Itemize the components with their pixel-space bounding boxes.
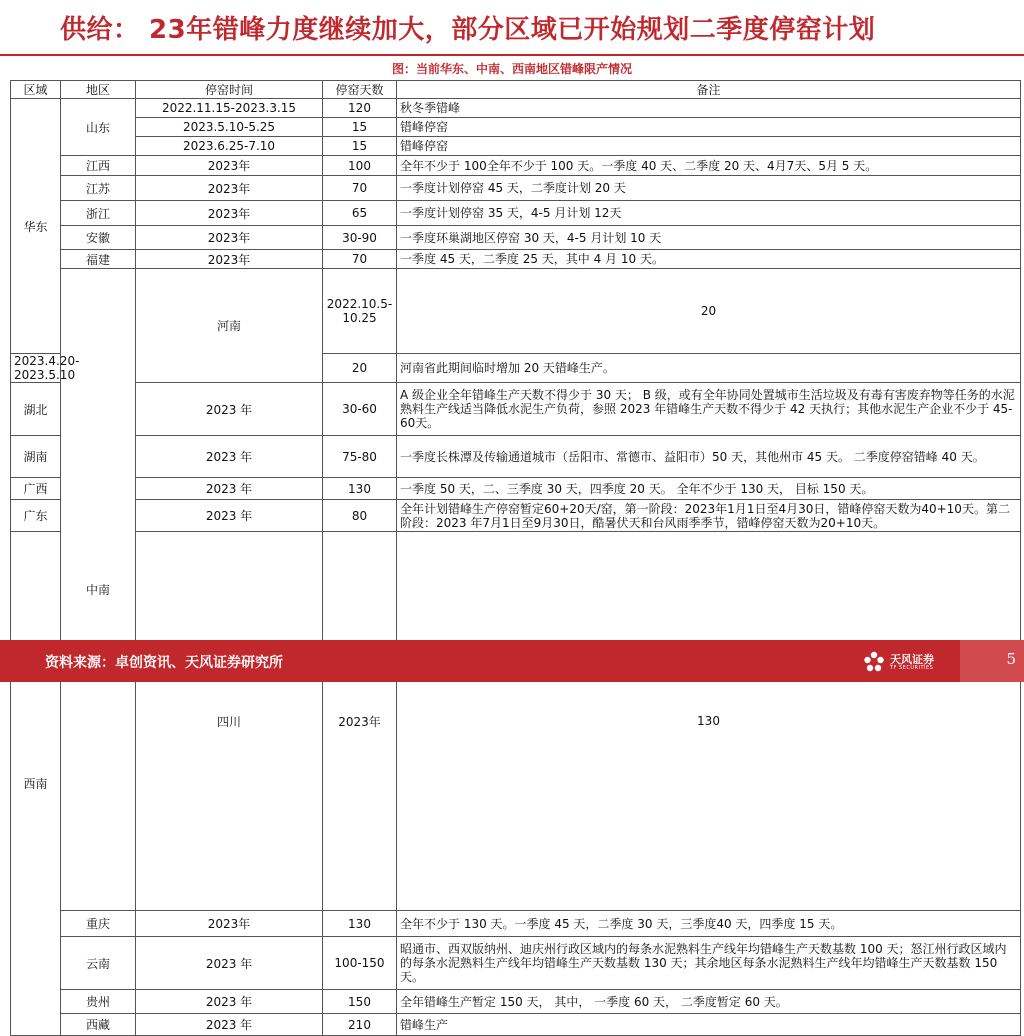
- table-row: [11, 1014, 1021, 1036]
- days-cell: 70: [323, 250, 397, 269]
- days-cell: 20: [323, 354, 397, 383]
- table-row: [11, 383, 1021, 436]
- curtailment-table: [10, 80, 1021, 1036]
- period-cell: 2023年: [323, 532, 397, 911]
- column-header-region: 区域: [11, 81, 61, 99]
- period-cell: 2023.6.25-7.10: [136, 137, 323, 156]
- table-row: [11, 990, 1021, 1014]
- table-row: [11, 269, 1021, 354]
- table-row: [11, 156, 1021, 176]
- days-cell: 130: [323, 478, 397, 500]
- page-title: 供给： 23年错峰力度继续加大，部分区域已开始规划二季度停窑计划: [60, 15, 876, 45]
- days-cell: 130: [397, 532, 1021, 911]
- period-cell: 2022.11.15-2023.3.15: [136, 99, 323, 118]
- region-cell: 中南: [61, 269, 136, 911]
- area-cell: 西藏: [61, 1014, 136, 1036]
- table-row: [11, 500, 1021, 532]
- table-header-row: [11, 81, 1021, 99]
- table-row: [11, 201, 1021, 226]
- days-cell: 30-60: [323, 383, 397, 436]
- table-row: [11, 176, 1021, 201]
- days-cell: 120: [323, 99, 397, 118]
- days-cell: 130: [323, 911, 397, 937]
- area-cell: 河南: [136, 269, 323, 383]
- area-cell: 广东: [11, 500, 61, 532]
- days-cell: 30-90: [323, 226, 397, 250]
- period-cell: 2023 年: [136, 990, 323, 1014]
- table-row: [11, 937, 1021, 990]
- note-cell: 一季度计划停窑 45 天，二季度计划 20 天: [397, 176, 1021, 201]
- note-cell: A 级企业全年错峰生产天数不得少于 30 天； B 级，或有全年协同处置城市生活垃圾及有毒有害废弃物等任务的水泥熟料生产线适当降低水泥生产负荷，参照 2023 年错峰生产天数不得少于 42 天执行；其他水泥生产企业不少于 45-60天。: [397, 383, 1021, 436]
- region-cell: 华东: [11, 99, 61, 354]
- note-cell: 一季度环巢湖地区停窑 30 天，4-5 月计划 10 天: [397, 226, 1021, 250]
- note-cell: 全年计划错峰生产停窑暂定60+20天/窑，第一阶段：2023年1月1日至4月30日，错峰停窑天数为40+10天。第二阶段：2023 年7月1日至9月30日，酷暑伏天和台风雨季季节，错峰停窑天数为20+10天。: [397, 500, 1021, 532]
- table-row: [11, 911, 1021, 937]
- page-number: 5: [1006, 650, 1016, 668]
- area-cell: 江苏: [61, 176, 136, 201]
- area-cell: 湖南: [11, 436, 61, 478]
- note-cell: 全年不少于 130 天。一季度 45 天，二季度 30 天，三季度40 天，四季度 15 天。: [397, 911, 1021, 937]
- column-header-area: 地区: [61, 81, 136, 99]
- days-cell: 100-150: [323, 937, 397, 990]
- period-cell: 2023年: [136, 156, 323, 176]
- period-cell: 2023年: [136, 226, 323, 250]
- period-cell: 2023年: [136, 201, 323, 226]
- area-cell: 安徽: [61, 226, 136, 250]
- days-cell: 75-80: [323, 436, 397, 478]
- area-cell: 重庆: [61, 911, 136, 937]
- note-cell: 错峰生产: [397, 1014, 1021, 1036]
- column-header-note: 备注: [397, 81, 1021, 99]
- area-cell: 贵州: [61, 990, 136, 1014]
- column-header-period: 停窑时间: [136, 81, 323, 99]
- table-row: [11, 226, 1021, 250]
- period-cell: 2023.4.20-2023.5.10: [11, 354, 61, 383]
- footer-bar: [0, 640, 1024, 682]
- days-cell: 150: [323, 990, 397, 1014]
- period-cell: 2023年: [136, 911, 323, 937]
- note-cell: 全年错峰生产暂定 150 天， 其中， 一季度 60 天， 二季度暂定 60 天。: [397, 990, 1021, 1014]
- note-cell: 秋冬季错峰: [397, 99, 1021, 118]
- days-cell: 20: [397, 269, 1021, 354]
- note-cell: 一季度 45 天，二季度 25 天，其中 4 月 10 天。: [397, 250, 1021, 269]
- days-cell: 70: [323, 176, 397, 201]
- days-cell: 210: [323, 1014, 397, 1036]
- note-cell: 昭通市、西双版纳州、迪庆州行政区域内的每条水泥熟料生产线年均错峰生产天数基数 100 天；怒江州行政区域内的每条水泥熟料生产线年均错峰生产天数基数 130 天；其余地区每条水泥熟料生产线年均错峰生产天数基数 150天。: [397, 937, 1021, 990]
- days-cell: 15: [323, 118, 397, 137]
- period-cell: 2023 年: [136, 478, 323, 500]
- note-cell: 一季度 50 天，二、三季度 30 天，四季度 20 天。 全年不少于 130 天， 目标 150 天。: [397, 478, 1021, 500]
- note-cell: 一季度计划停窑 35 天，4-5 月计划 12天: [397, 201, 1021, 226]
- flower-logo-icon: [862, 650, 886, 674]
- area-cell: 江西: [61, 156, 136, 176]
- period-cell: 2023年: [136, 176, 323, 201]
- logo-english-name: TF SECURITIES: [890, 665, 934, 671]
- days-cell: 15: [323, 137, 397, 156]
- table-row: [11, 137, 1021, 156]
- note-cell: 错峰停窑: [397, 137, 1021, 156]
- title-divider: [0, 54, 1024, 56]
- company-logo: [862, 648, 942, 676]
- note-cell: 一季度长株潭及传输通道城市（岳阳市、常德市、益阳市）50 天，其他州市 45 天。 二季度停窑错峰 40 天。: [397, 436, 1021, 478]
- area-cell: 湖北: [11, 383, 61, 436]
- period-cell: 2023 年: [136, 1014, 323, 1036]
- area-cell: 山东: [61, 99, 136, 156]
- days-cell: 65: [323, 201, 397, 226]
- table-row: [11, 478, 1021, 500]
- period-cell: 2023 年: [136, 383, 323, 436]
- note-cell: 全年不少于 100全年不少于 100 天。一季度 40 天、二季度 20 天、4月7天、5月 5 天。: [397, 156, 1021, 176]
- period-cell: 2023 年: [136, 500, 323, 532]
- note-cell: 错峰停窑: [397, 118, 1021, 137]
- period-cell: 2023年: [136, 250, 323, 269]
- period-cell: 2023 年: [136, 937, 323, 990]
- table-row: [11, 118, 1021, 137]
- days-cell: 80: [323, 500, 397, 532]
- period-cell: 2023.5.10-5.25: [136, 118, 323, 137]
- table-row: [11, 436, 1021, 478]
- region-cell: 西南: [11, 532, 61, 1036]
- source-note: 资料来源：卓创资讯、天风证券研究所: [45, 655, 283, 671]
- column-header-days: 停窑天数: [323, 81, 397, 99]
- area-cell: 四川: [136, 532, 323, 911]
- table-row: [11, 250, 1021, 269]
- area-cell: 广西: [11, 478, 61, 500]
- table-row: [11, 99, 1021, 118]
- table-caption: 图：当前华东、中南、西南地区错峰限产情况: [391, 62, 632, 76]
- period-cell: 2022.10.5-10.25: [323, 269, 397, 354]
- area-cell: 云南: [61, 937, 136, 990]
- area-cell: 浙江: [61, 201, 136, 226]
- days-cell: 100: [323, 156, 397, 176]
- area-cell: 福建: [61, 250, 136, 269]
- table-row: [11, 532, 1021, 911]
- period-cell: 2023 年: [136, 436, 323, 478]
- logo-name: 天风证券: [890, 653, 934, 666]
- note-cell: 河南省此期间临时增加 20 天错峰生产。: [397, 354, 1021, 383]
